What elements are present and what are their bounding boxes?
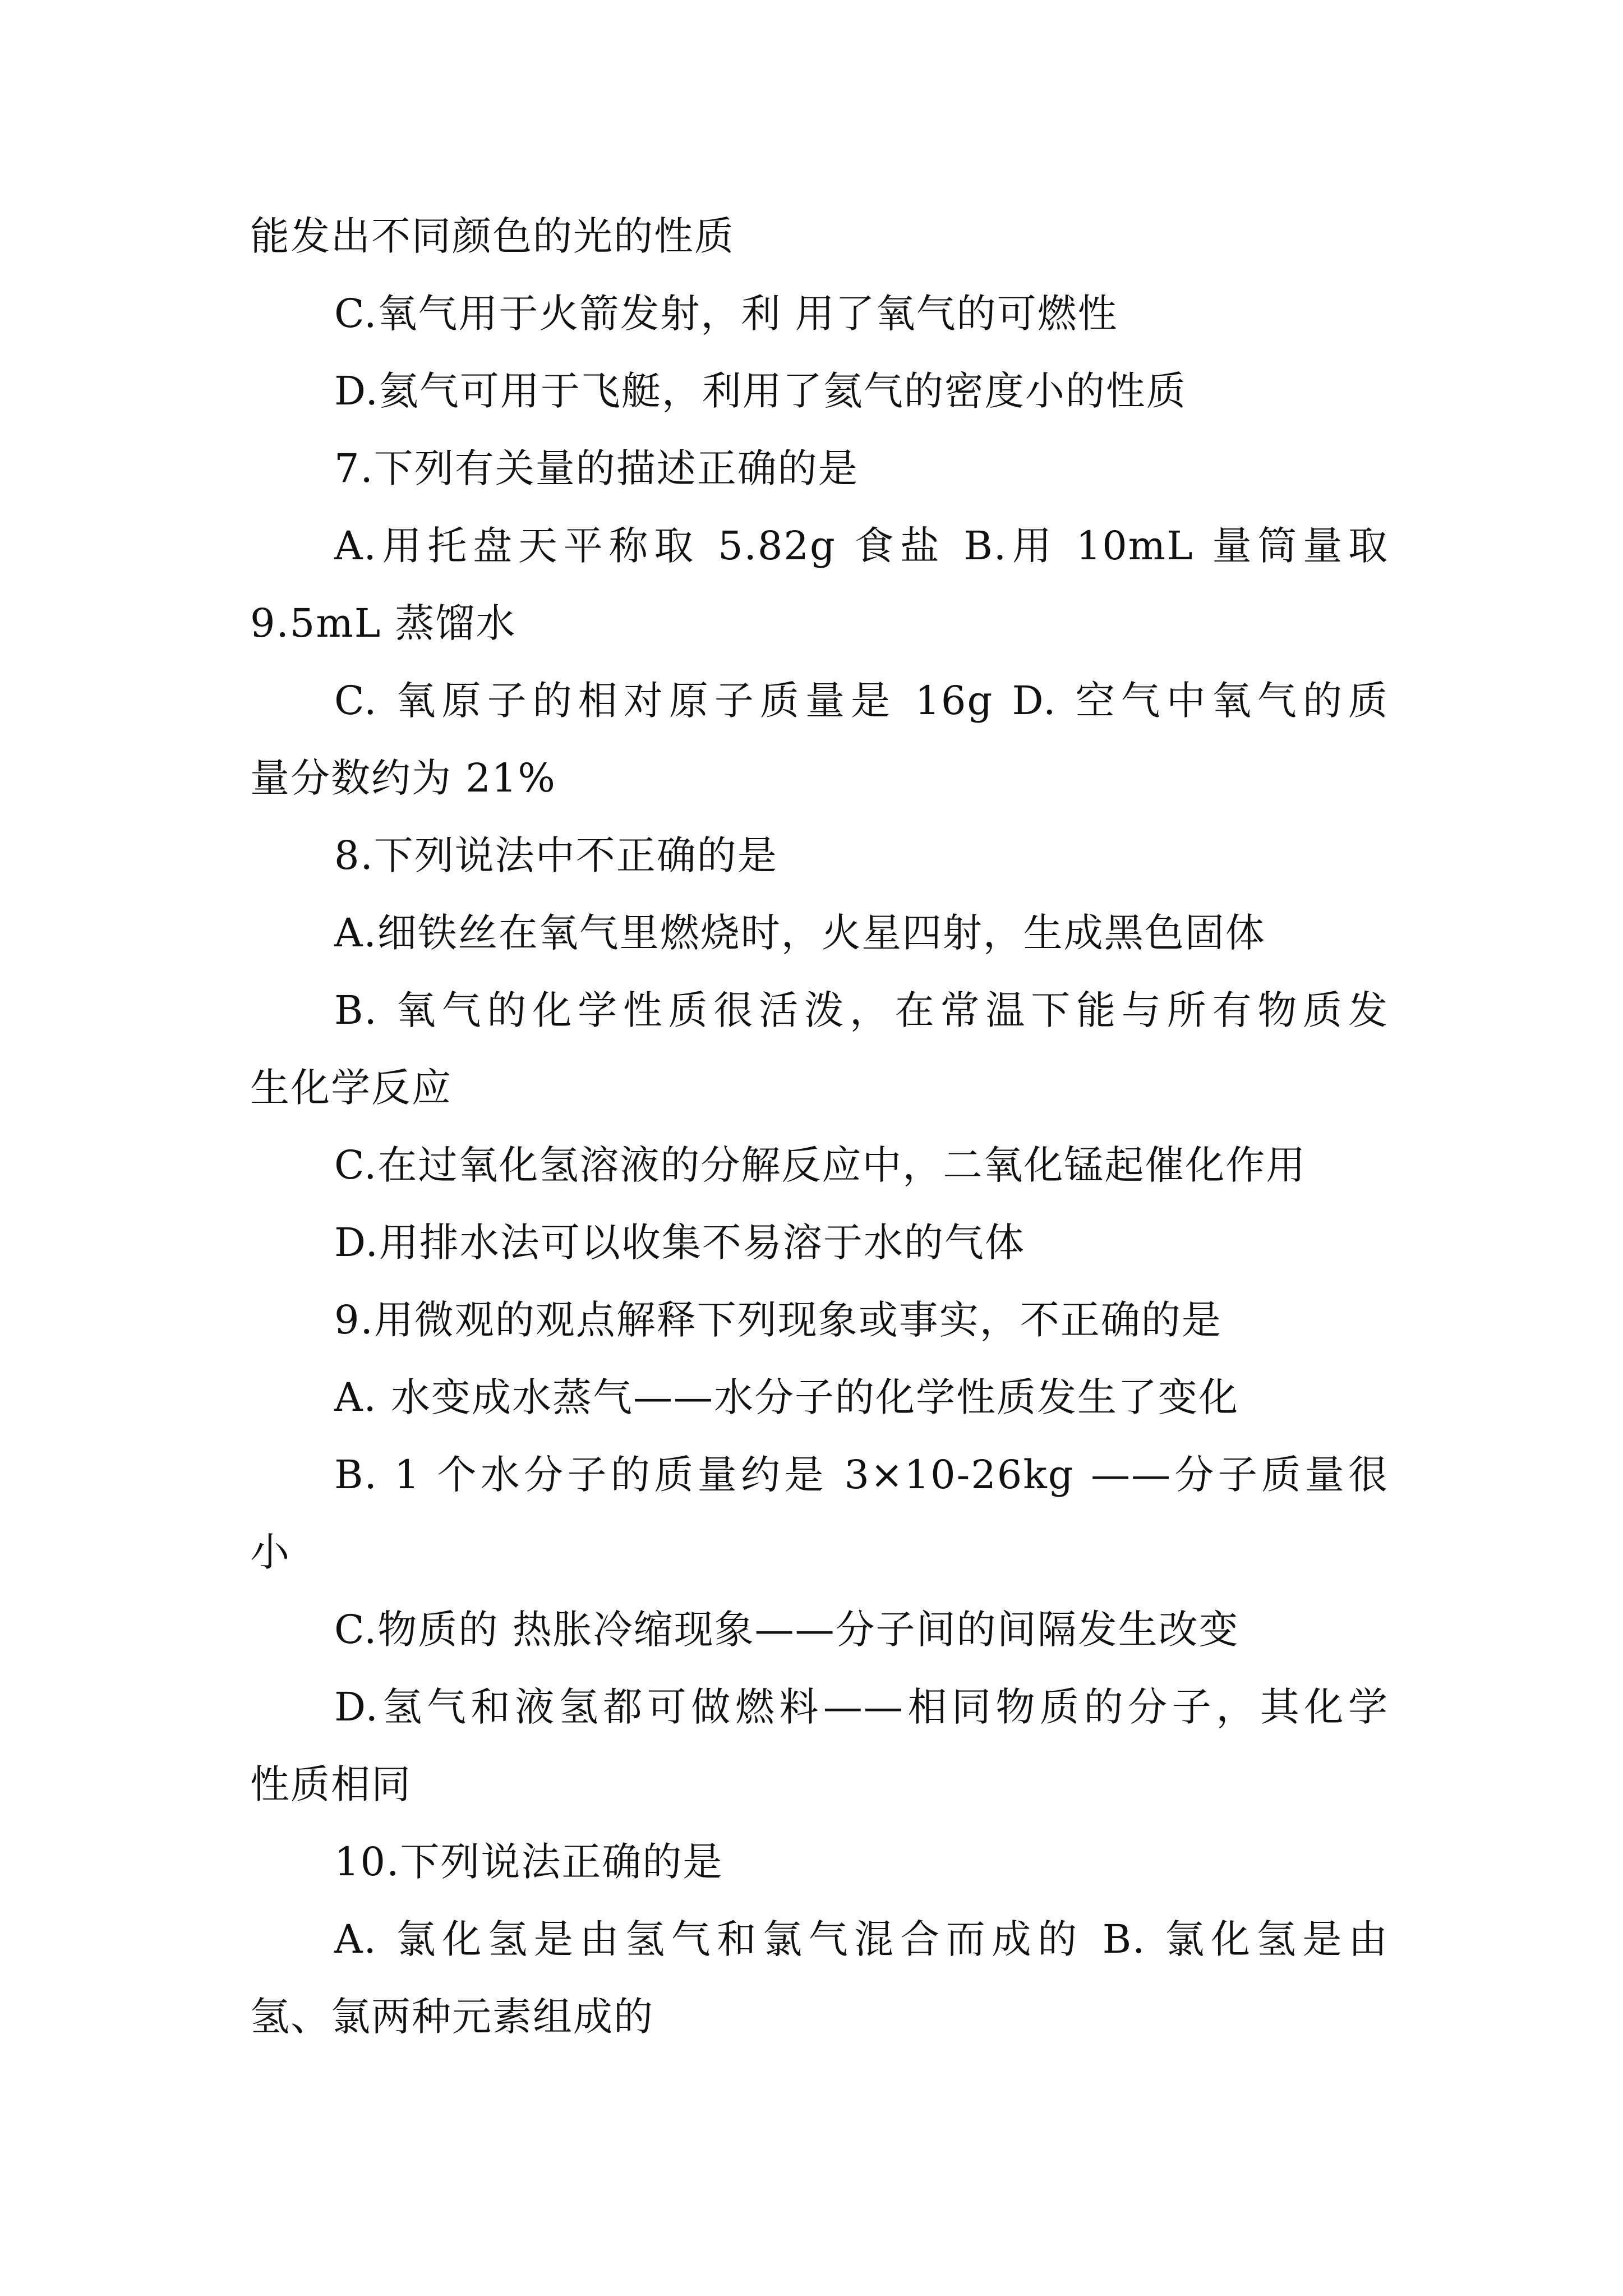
option-c-d: C. 氧原子的相对原子质量是 16g D. 空气中氧气的质 xyxy=(334,678,1389,724)
option-d: D.氦气可用于飞艇，利用了氦气的密度小的性质 xyxy=(334,368,1187,414)
text-line: 氢、氯两种元素组成的 xyxy=(250,1994,654,2040)
text-line: 生化学反应 xyxy=(250,1065,452,1111)
text-line: 小 xyxy=(250,1529,291,1575)
option-d: D.用排水法可以收集不易溶于水的气体 xyxy=(334,1220,1025,1266)
question-8: 8.下列说法中不正确的是 xyxy=(334,832,778,878)
question-9: 9.用微观的观点解释下列现象或事实，不正确的是 xyxy=(334,1297,1222,1343)
option-c: C.物质的 热胀冷缩现象——分子间的间隔发生改变 xyxy=(334,1607,1239,1653)
question-7: 7.下列有关量的描述正确的是 xyxy=(334,445,859,491)
option-b: B. 氧气的化学性质很活泼，在常温下能与所有物质发 xyxy=(334,987,1389,1033)
option-b: B. 1 个水分子的质量约是 3×10-26kg ——分子质量很 xyxy=(334,1452,1389,1498)
option-a-b: A. 氯化氢是由氢气和氯气混合而成的 B. 氯化氢是由 xyxy=(334,1916,1389,1962)
option-c: C.氧气用于火箭发射，利 用了氧气的可燃性 xyxy=(334,291,1118,337)
text-line: 性质相同 xyxy=(250,1761,412,1807)
option-c: C.在过氧化氢溶液的分解反应中，二氧化锰起催化作用 xyxy=(334,1142,1307,1188)
text-line: 能发出不同颜色的光的性质 xyxy=(250,213,735,259)
option-a: A.细铁丝在氧气里燃烧时，火星四射，生成黑色固体 xyxy=(334,910,1266,956)
option-a-b: A.用托盘天平称取 5.82g 食盐 B.用 10mL 量筒量取 xyxy=(334,523,1389,569)
document-body xyxy=(250,197,1389,2055)
text-line: 9.5mL 蒸馏水 xyxy=(250,600,517,646)
option-d: D.氢气和液氢都可做燃料——相同物质的分子，其化学 xyxy=(334,1684,1389,1730)
text-line: 量分数约为 21% xyxy=(250,755,556,801)
option-a: A. 水变成水蒸气——水分子的化学性质发生了变化 xyxy=(334,1374,1239,1420)
question-10: 10.下列说法正确的是 xyxy=(334,1839,723,1885)
